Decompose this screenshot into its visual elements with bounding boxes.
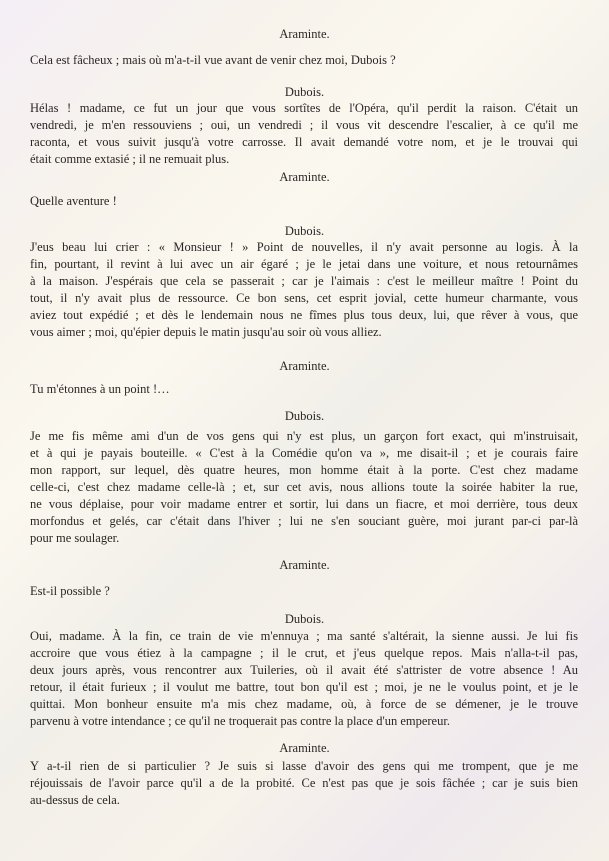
dialogue-line: retour, il était furieux ; il voulut me battre, tout bon qu'il est ; moi, je ne le voulus point, et je le [30,680,578,694]
dialogue-line: fin, pourtant, il revint à lui avec un air égaré ; je le jetai dans une voiture, et nous retournâmes [30,257,578,271]
dialogue-line: était comme extasié ; il ne remuait plus. [30,152,230,166]
speaker-name: Araminte. [279,27,330,41]
dialogue-line: réjouissais de l'avoir parce qu'il a de la probité. Ce n'est pas que je sois fâchée ; car je suis bien [30,776,578,790]
dialogue-line: quittai. Mon bonheur ensuite m'a mis chez madame, où, à force de se démener, je le trouve [30,697,578,711]
dialogue-line: vous aimer ; moi, qu'épier depuis le matin jusqu'au soir où vous alliez. [30,325,382,339]
dialogue-line: pour me soulager. [30,531,120,545]
speaker-name: Araminte. [279,558,330,572]
dialogue-line: Je me fis même ami d'un de vos gens qui n'y est plus, un garçon fort exact, qui m'instruisait, [30,429,578,443]
dialogue-line: J'eus beau lui crier : « Monsieur ! » Point de nouvelles, il n'y avait personne au logis. À la [30,240,578,254]
dialogue-line: aviez tout expédié ; et dès le lendemain nous ne fîmes plus tous deux, lui, que rêver à vous, que [30,308,578,322]
speaker-name: Dubois. [284,85,325,99]
speaker-name: Araminte. [279,359,330,373]
speaker-name: Dubois. [284,612,325,626]
dialogue-line: au-dessus de cela. [30,793,120,807]
dialogue-line: parvenu à votre intendance ; ce qu'il ne troquerait pas contre la place d'un empereur. [30,714,450,728]
dialogue-line: morfondus et gelés, car c'était dans l'hiver ; lui ne s'en souciant guère, moi jurant par-ci par-là [30,514,578,528]
dialogue-line: raconta, et vous suivit jusqu'à votre carrosse. Il avait demandé votre nom, et je le trouvai qui [30,135,578,149]
dialogue-line: et à qui je payais bouteille. « C'est à la Comédie qu'on va », me disait-il ; et je courais faire [30,446,578,460]
dialogue-line: Est-il possible ? [30,584,110,598]
speaker-name: Dubois. [284,224,325,238]
dialogue-line: ne vous déplaise, pour voir madame entrer et sortir, lui dans un fiacre, et moi derrière, tous deux [30,497,578,511]
dialogue-line: accroire que vous étiez à la campagne ; il le crut, et j'eus quelque repos. Mais n'alla-t-il pas, [30,646,578,660]
dialogue-line: deux jours après, vous rencontrer aux Tuileries, où il avait été s'attrister de votre absence ! Au [30,663,578,677]
dialogue-line: à la maison. J'espérais que cela se passerait ; car je l'aimais : c'est le meilleur maître ! Point du [30,274,578,288]
dialogue-line: celle-ci, c'est chez madame celle-là ; et, sur cet avis, nous allions toute la soirée habiter la rue, [30,480,578,494]
dialogue-line: Y a-t-il rien de si particulier ? Je suis si lasse d'avoir des gens qui me trompent, que je me [30,759,578,773]
speaker-name: Araminte. [279,170,330,184]
dialogue-line: vendredi, je m'en ressouviens ; oui, un vendredi ; il vous vit descendre l'escalier, à ce qu'il me [30,118,578,132]
dialogue-line: Oui, madame. À la fin, ce train de vie m'ennuya ; ma santé s'altérait, la sienne aussi. Je lui fis [30,629,578,643]
speaker-name: Araminte. [279,741,330,755]
dialogue-line: Tu m'étonnes à un point !… [30,382,170,396]
dialogue-line: Quelle aventure ! [30,194,117,208]
speaker-name: Dubois. [284,409,325,423]
dialogue-line: Hélas ! madame, ce fut un jour que vous sortîtes de l'Opéra, qu'il perdit la raison. C'était un [30,101,578,115]
dialogue-line: mon rapport, sur lequel, dès quatre heures, mon homme était à la porte. C'est chez madame [30,463,578,477]
dialogue-line: tout, il n'y avait plus de ressource. Ce bon sens, cet esprit jovial, cette humeur charmante, vous [30,291,578,305]
dialogue-line: Cela est fâcheux ; mais où m'a-t-il vue avant de venir chez moi, Dubois ? [30,53,396,67]
